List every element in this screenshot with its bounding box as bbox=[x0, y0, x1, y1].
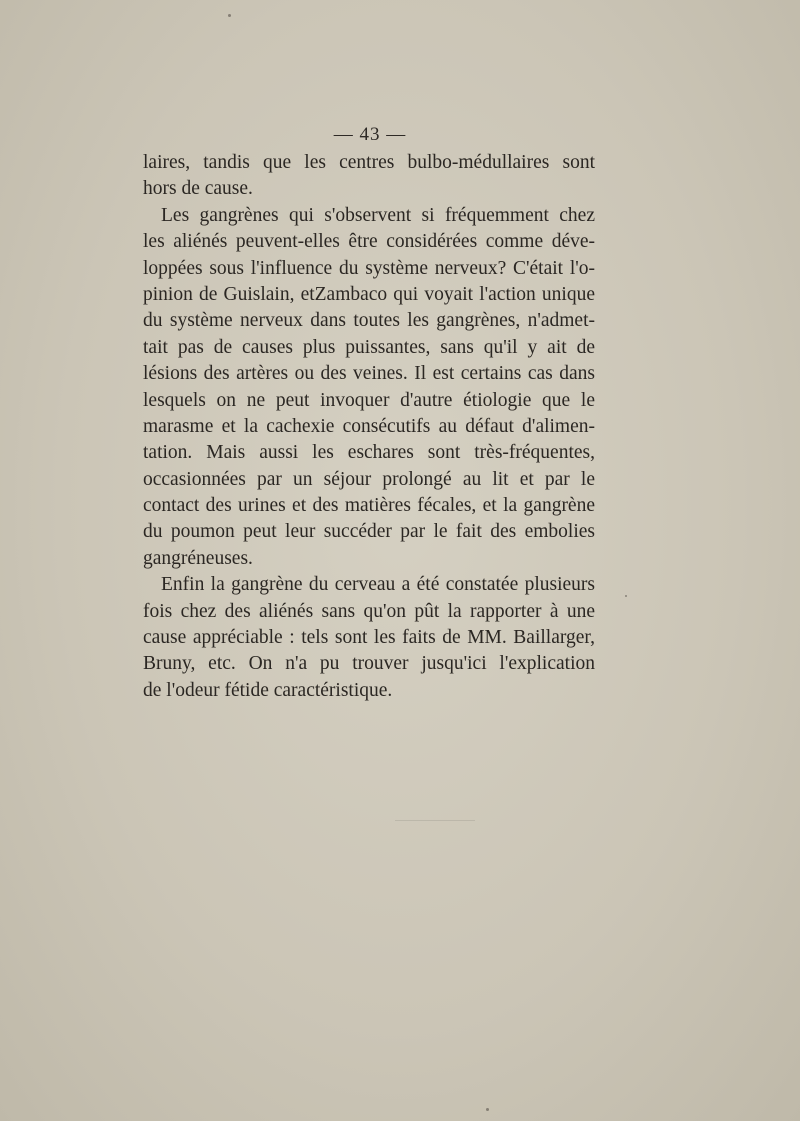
page-number: — 43 — bbox=[333, 124, 407, 145]
show-through-rule bbox=[395, 820, 475, 821]
text-line: Les gangrènes qui s'observent si fréquemment chez bbox=[161, 204, 595, 226]
text-line: tait pas de causes plus puissantes, sans qu'il y ait de bbox=[143, 336, 595, 358]
paper-speck bbox=[486, 1108, 489, 1111]
text-line: gangréneuses. bbox=[143, 547, 253, 569]
text-line: lesquels on ne peut invoquer d'autre étiologie que le bbox=[143, 389, 595, 411]
text-line: de l'odeur fétide caractéristique. bbox=[143, 679, 393, 701]
text-line: loppées sous l'influence du système nerveux? C'était l'o- bbox=[143, 257, 595, 279]
text-line: hors de cause. bbox=[143, 178, 253, 200]
text-line: lésions des artères ou des veines. Il est certains cas dans bbox=[143, 363, 595, 385]
text-line: laires, tandis que les centres bulbo-médullaires sont bbox=[143, 152, 595, 173]
text-line: contact des urines et des matières fécales, et la gangrène bbox=[143, 495, 595, 517]
paper-speck bbox=[228, 14, 231, 17]
text-line: occasionnées par un séjour prolongé au lit et par le bbox=[143, 468, 595, 490]
text-line: les aliénés peuvent-elles être considérées comme déve- bbox=[143, 231, 595, 253]
paper-speck bbox=[625, 595, 627, 597]
text-line: pinion de Guislain, etZambaco qui voyait l'action unique bbox=[143, 283, 595, 305]
text-line: cause appréciable : tels sont les faits de MM. Baillarger, bbox=[143, 627, 595, 649]
body-text bbox=[143, 150, 595, 704]
text-line: Bruny, etc. On n'a pu trouver jusqu'ici l'explication bbox=[143, 653, 595, 675]
text-line: du système nerveux dans toutes les gangrènes, n'admet- bbox=[143, 310, 595, 332]
text-line: marasme et la cachexie consécutifs au défaut d'alimen- bbox=[143, 415, 595, 437]
text-line: du poumon peut leur succéder par le fait des embolies bbox=[143, 521, 595, 543]
text-line: fois chez des aliénés sans qu'on pût la rapporter à une bbox=[143, 600, 595, 622]
text-line: tation. Mais aussi les eschares sont très-fréquentes, bbox=[143, 442, 595, 464]
text-line: Enfin la gangrène du cerveau a été constatée plusieurs bbox=[161, 574, 595, 596]
